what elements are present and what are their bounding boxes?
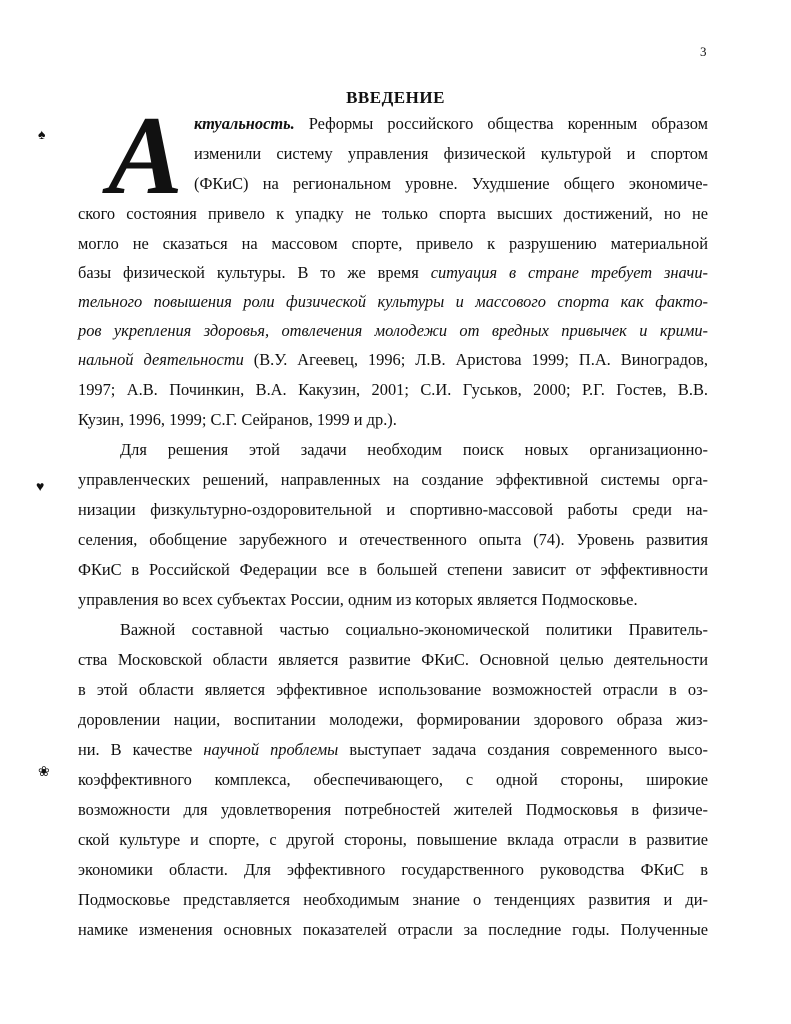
paragraph-2-line: селения, обобщение зарубежного и отечественного опыта (74). Уровень развития [78, 530, 708, 549]
paragraph-2-line: низации физкультурно-оздоровительной и спортивно-массовой работы среди на- [78, 500, 708, 519]
paragraph-1-line [194, 114, 708, 134]
italic-span: ситуация в стране требует значи- [430, 263, 709, 282]
paragraph-3-line: намике изменения основных показателей отрасли за последние годы. Полученные [78, 920, 708, 939]
drop-cap-letter: А [108, 94, 183, 218]
paragraph-3-line: Важной составной частью социально-экономической политики Правитель- [120, 620, 708, 639]
section-heading: ВВЕДЕНИЕ [346, 88, 445, 107]
paragraph-3-line: ства Московской области является развитие ФКиС. Основной целью деятельности [78, 650, 708, 669]
paragraph-3-line: коэффективного комплекса, обеспечивающего, с одной стороны, широкие [78, 770, 708, 789]
italic-span: нальной деятельности [78, 350, 244, 369]
text-span: ни. В качестве [78, 740, 204, 759]
paragraph-1-line [78, 350, 708, 370]
text-span: выступает задача создания современного высо- [338, 740, 709, 759]
paragraph-2-line: Для решения этой задачи необходим поиск новых организационно- [120, 440, 708, 459]
text-span: (В.У. Агеевец, 1996; Л.В. Аристова 1999; П.А. Виноградов, [243, 350, 708, 369]
term-actuality: ктуальность. [194, 114, 295, 133]
paragraph-1-line: (ФКиС) на региональном уровне. Ухудшение общего экономиче- [194, 174, 708, 193]
paragraph-2-line: управленческих решений, направленных на создание эффективной системы орга- [78, 470, 708, 489]
margin-mark-1: ♠ [38, 128, 46, 143]
margin-mark-3: ❀ [38, 765, 50, 780]
paragraph-3-line [78, 740, 708, 760]
paragraph-1-line: ского состояния привело к упадку не только спорта высших достижений, но не [78, 204, 708, 223]
paragraph-1-line [78, 292, 708, 312]
paragraph-1-line [78, 321, 708, 341]
paragraph-1-line: Кузин, 1996, 1999; С.Г. Сейранов, 1999 и др.). [78, 410, 397, 429]
margin-mark-2: ♥ [36, 480, 45, 495]
paragraph-3-line: доровлении нации, воспитании молодежи, формировании здорового образа жиз- [78, 710, 708, 729]
paragraph-3-line: экономики области. Для эффективного государственного руководства ФКиС в [78, 860, 708, 879]
term-scientific-problem: научной проблемы [203, 740, 339, 759]
paragraph-2-line: ФКиС в Российской Федерации все в большей степени зависит от эффективности [78, 560, 708, 579]
paragraph-3-line: Подмосковье представляется необходимым знание о тенденциях развития и ди- [78, 890, 708, 909]
paragraph-1-line [78, 263, 708, 283]
paragraph-3-line: в этой области является эффективное использование возможностей отрасли в оз- [78, 680, 708, 699]
paragraph-3-line: ской культуре и спорте, с другой стороны, повышение вклада отрасли в развитие [78, 830, 708, 849]
text-span: Реформы российского общества коренным образом [294, 114, 708, 133]
paragraph-1-line: изменили систему управления физической культурой и спортом [194, 144, 708, 163]
paragraph-1-line: 1997; А.В. Починкин, В.А. Какузин, 2001; С.И. Гуськов, 2000; Р.Г. Гостев, В.В. [78, 380, 708, 399]
paragraph-1-line: могло не сказаться на массовом спорте, привело к разрушению материальной [78, 234, 708, 253]
italic-span: тельного повышения роли физической культуры и массового спорта как факто- [78, 292, 708, 311]
italic-span: ров укрепления здоровья, отвлечения молодежи от вредных привычек и крими- [78, 321, 708, 340]
text-span: базы физической культуры. В то же время [78, 263, 431, 282]
paragraph-2-line: управления во всех субъектах России, одним из которых является Подмосковье. [78, 590, 638, 609]
page-number: 3 [700, 44, 707, 59]
paragraph-3-line: возможности для удовлетворения потребностей жителей Подмосковья в физиче- [78, 800, 708, 819]
